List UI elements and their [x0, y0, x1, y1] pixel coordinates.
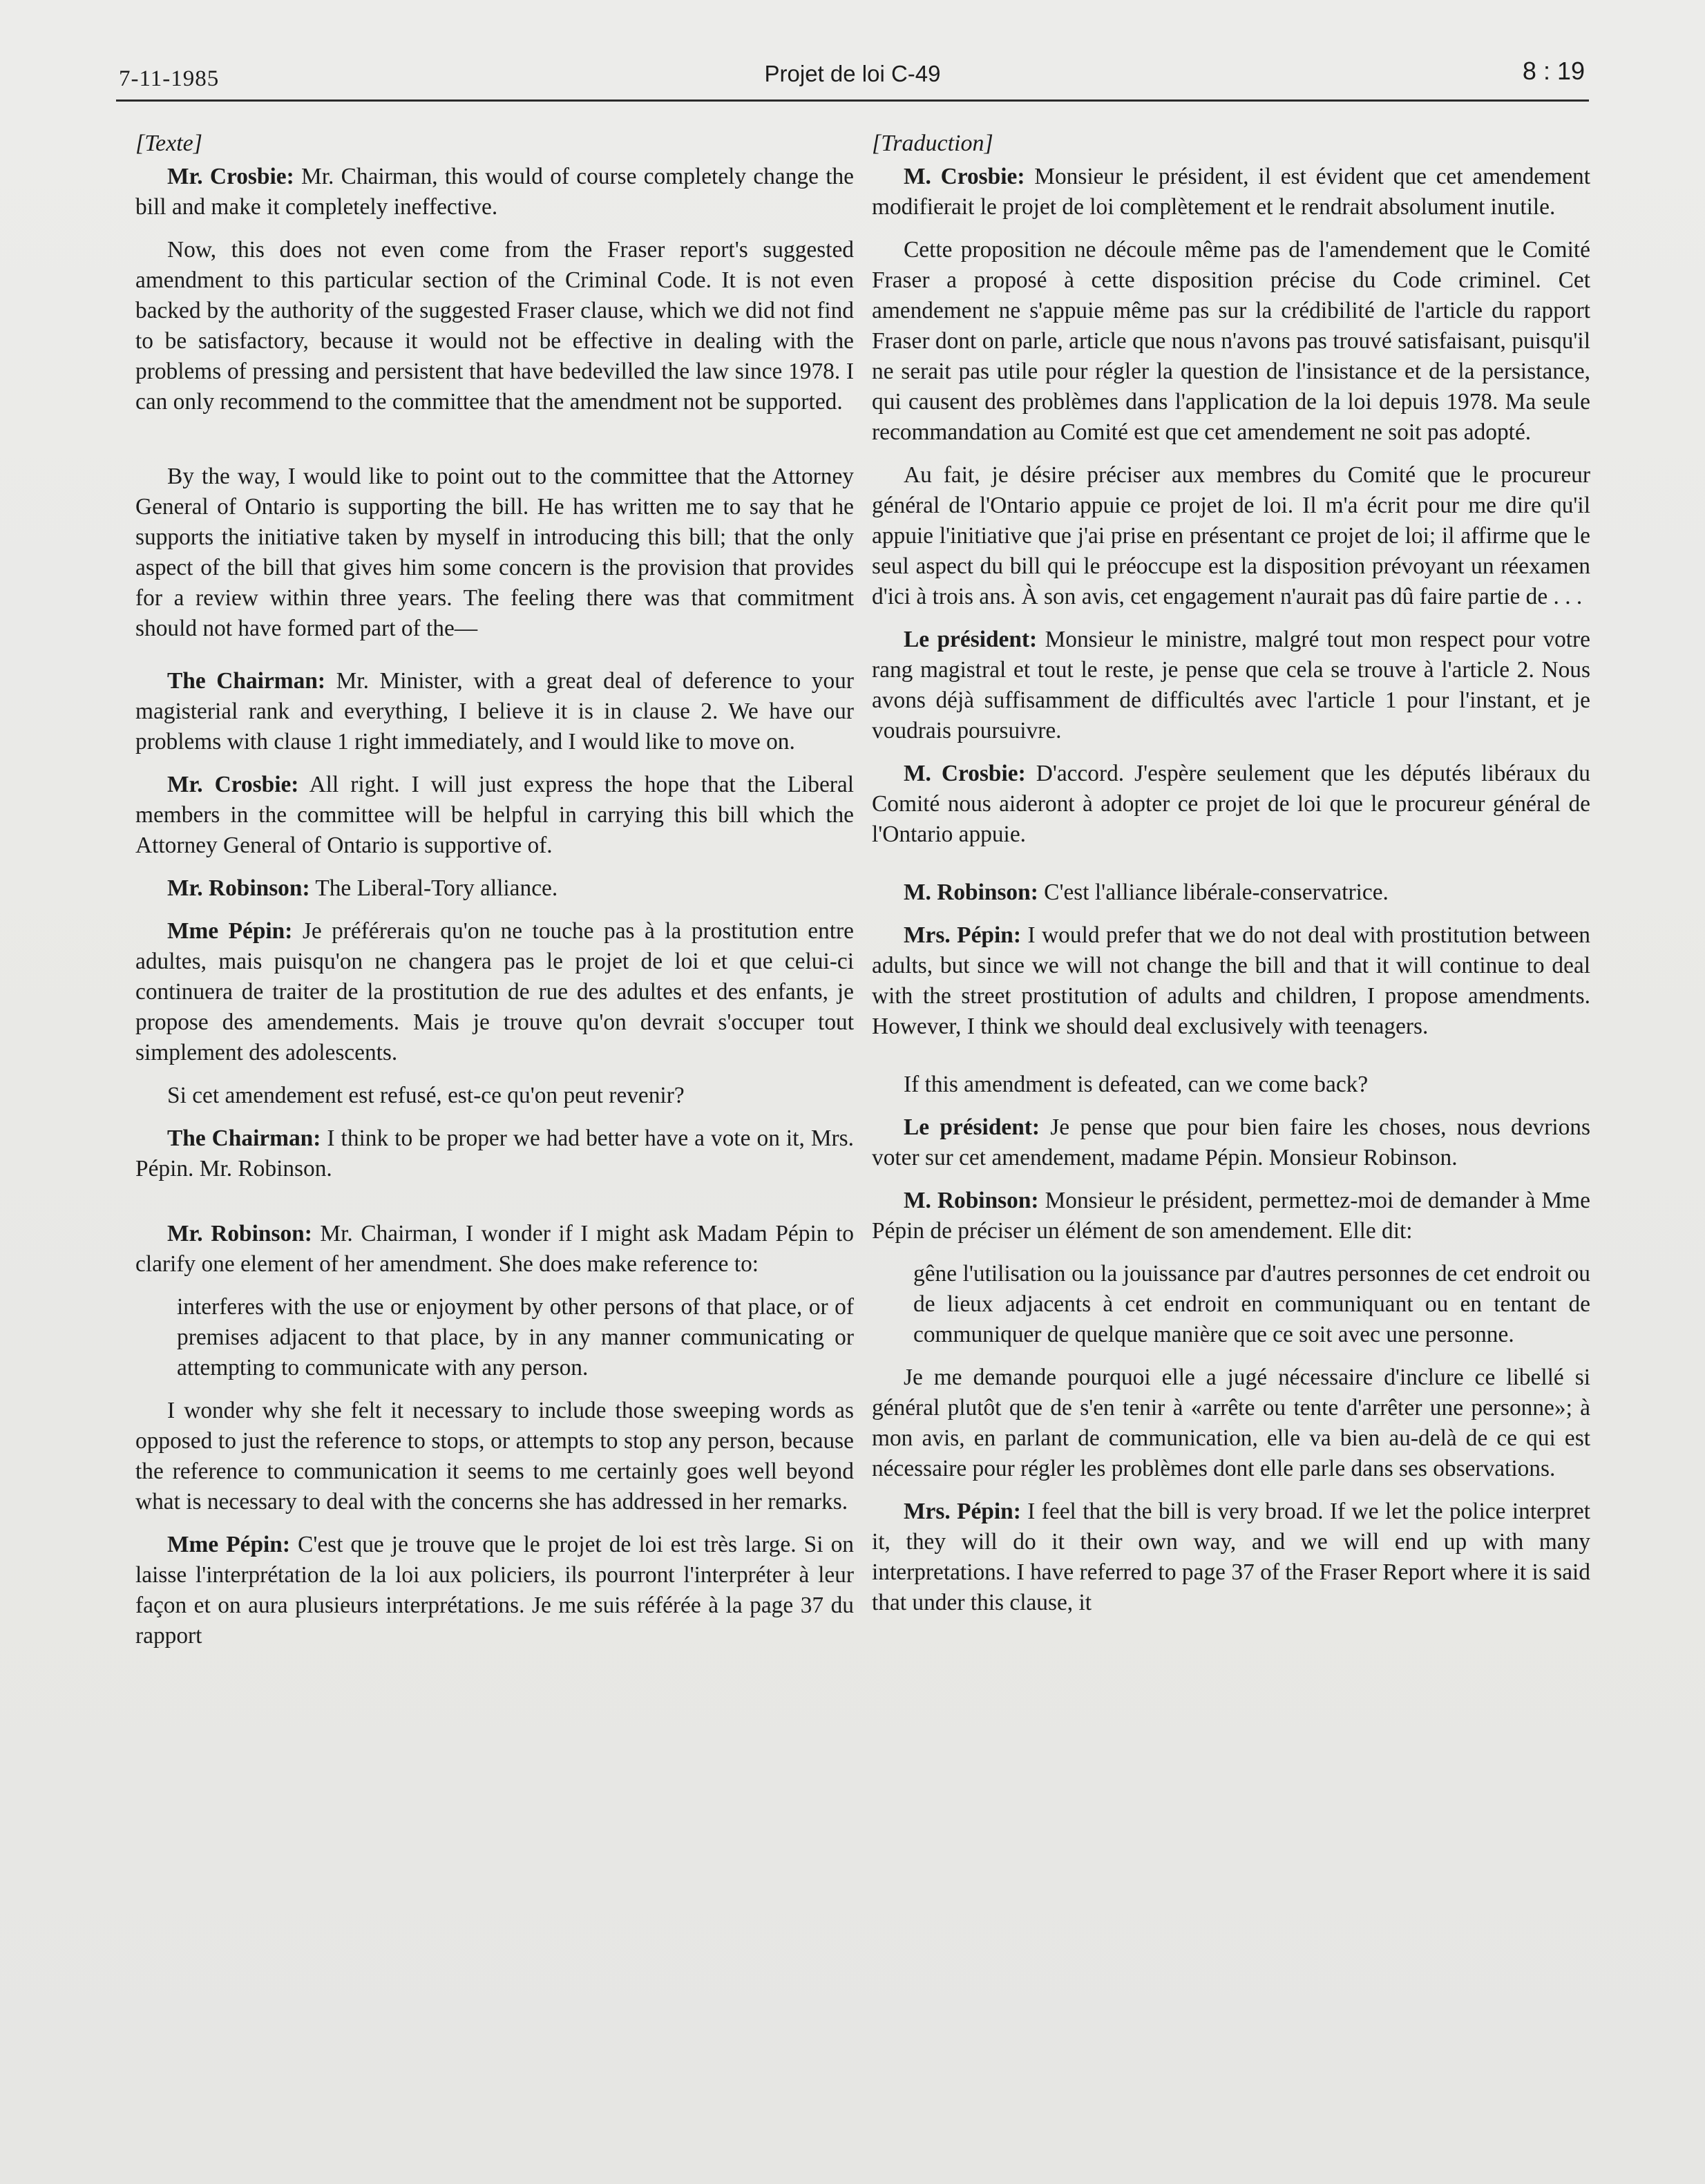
- paragraph: [872, 1362, 1590, 1484]
- speech: If this amendment is defeated, can we come back?: [904, 1072, 1369, 1097]
- speaker: Le président:: [904, 1114, 1040, 1140]
- paragraph: [135, 666, 854, 757]
- paragraph: [872, 1112, 1590, 1173]
- french-column: [872, 129, 1590, 1631]
- paragraph: [135, 1123, 854, 1184]
- speech: D'accord. J'espère seulement que les députés libéraux du Comité nous aideront à adopter ce projet de loi que le procureur général de l'Ontario appuie.: [872, 761, 1590, 847]
- speaker: Mr. Crosbie:: [167, 164, 294, 189]
- speaker: The Chairman:: [167, 1126, 321, 1151]
- speech: All right. I will just express the hope that the Liberal members in the committee will be helpful in carrying this bill which the Attorney General of Ontario is supportive of.: [135, 772, 854, 858]
- speech: Je préférerais qu'on ne touche pas à la prostitution entre adultes, mais puisqu'on ne changera pas le projet de loi et que celui-ci continuera de traiter de la prostitution de rue des adultes et des enfants, je propose des amendements. Mais je trouve qu'on devrait s'occuper tout simplement des adolescents.: [135, 918, 854, 1065]
- speaker: M. Robinson:: [904, 1188, 1039, 1213]
- speaker: Mr. Robinson:: [167, 875, 310, 901]
- language-marker: [Texte]: [135, 131, 202, 156]
- english-column: [135, 129, 854, 1664]
- speech: Si cet amendement est refusé, est-ce qu'on peut revenir?: [167, 1083, 685, 1108]
- paragraph: [135, 873, 854, 904]
- speech: Mr. Chairman, I wonder if I might ask Madam Pépin to clarify one element of her amendment. She does make reference to:: [135, 1221, 854, 1277]
- speech: Monsieur le président, permettez-moi de demander à Mme Pépin de préciser un élément de son amendement. Elle dit:: [872, 1188, 1590, 1244]
- speech: Je pense que pour bien faire les choses, nous devrions voter sur cet amendement, madame Pépin. Monsieur Robinson.: [872, 1114, 1590, 1170]
- paragraph: [872, 162, 1590, 222]
- language-marker: [Traduction]: [872, 131, 993, 156]
- speaker: M. Robinson:: [904, 880, 1038, 905]
- paragraph: [135, 1081, 854, 1111]
- header-title: Projet de loi C-49: [764, 61, 941, 86]
- speaker: M. Crosbie:: [904, 164, 1025, 189]
- paragraph: [872, 235, 1590, 448]
- header-page-number: 8 : 19: [1522, 57, 1585, 85]
- paragraph: [872, 1497, 1590, 1618]
- speech: Monsieur le président, il est évident que cet amendement modifierait le projet de loi complètement et le rendrait absolument inutile.: [872, 164, 1590, 220]
- speech: Mr. Chairman, this would of course completely change the bill and make it completely ineffective.: [135, 164, 854, 220]
- speech: Mr. Minister, with a great deal of deference to your magisterial rank and everything, I believe it is in clause 2. We have our problems with clause 1 right immediately, and I would like to move on.: [135, 668, 854, 754]
- speech: I would prefer that we do not deal with prostitution between adults, but since we will not change the bill and that it will continue to deal with the street prostitution of adults and children, I propose amendments. However, I think we should deal exclusively with teenagers.: [872, 922, 1590, 1039]
- paragraph: [135, 916, 854, 1068]
- speech: I think to be proper we had better have a vote on it, Mrs. Pépin. Mr. Robinson.: [135, 1126, 855, 1181]
- paragraph: [135, 462, 854, 644]
- speech: By the way, I would like to point out to the committee that the Attorney General of Ontario is supporting the bill. He has written me to say that he supports the initiative taken by myself in introducing this bill; that the only aspect of the bill that gives him some concern is the provision that provides for a review within three years. The feeling there was that commitment should not have formed part of the—: [135, 464, 854, 641]
- speech: Monsieur le ministre, malgré tout mon respect pour votre rang magistral et tout le reste, je pense que cela se trouve à l'article 2. Nous avons déjà suffisamment de difficultés avec l'article 1 pour l'instant, et je voudrais poursuivre.: [872, 627, 1590, 743]
- block-quote: [177, 1292, 854, 1383]
- quote-text: gêne l'utilisation ou la jouissance par d'autres personnes de cet endroit ou de lieux adjacents à cet endroit en communiquant ou en tentant de communiquer de quelque manière que ce soit avec une personne.: [913, 1261, 1590, 1347]
- speech: C'est l'alliance libérale-conservatrice.: [1038, 880, 1389, 905]
- header-date: 7-11-1985: [119, 66, 220, 91]
- speaker: Mrs. Pépin:: [904, 1499, 1021, 1524]
- speech: C'est que je trouve que le projet de loi est très large. Si on laisse l'interprétation de la loi aux policiers, ils pourront l'interpréter à leur façon et on aura plusieurs interprétations. Je me suis référée à la page 37 du rapport: [135, 1532, 854, 1649]
- paragraph: [135, 1396, 854, 1517]
- speaker: M. Crosbie:: [904, 761, 1026, 786]
- paragraph: [872, 460, 1590, 612]
- speaker: Mrs. Pépin:: [904, 922, 1021, 948]
- paragraph: [135, 162, 854, 222]
- speech: I wonder why she felt it necessary to include those sweeping words as opposed to just the reference to stops, or attempts to stop any person, because the reference to communication it seems to me certainly goes well beyond what is necessary to deal with the concerns she has addressed in her remarks.: [135, 1398, 854, 1514]
- paragraph: [135, 770, 854, 861]
- paragraph: [872, 877, 1590, 908]
- paragraph: [872, 625, 1590, 746]
- speaker: Mr. Crosbie:: [167, 772, 299, 797]
- speech: Cette proposition ne découle même pas de l'amendement que le Comité Fraser a proposé à cette disposition précise du Code criminel. Cet amendement ne s'appuie même pas sur la crédibilité de l'article du rapport Fraser dont on parle, article que nous n'avons pas trouvé satisfaisant, puisqu'il ne serait pas utile pour régler la question de l'insistance et de la persistance, qui causent des problèmes dans l'application de la loi depuis 1978. Ma seule recommandation au Comité est que cet amendement ne soit pas adopté.: [872, 237, 1590, 445]
- page-header: [116, 57, 1589, 102]
- paragraph: [135, 1530, 854, 1651]
- speech: The Liberal-Tory alliance.: [309, 875, 558, 901]
- block-quote: [913, 1259, 1590, 1350]
- paragraph: [135, 235, 854, 417]
- speaker: Mme Pépin:: [167, 1532, 290, 1557]
- paragraph: [872, 759, 1590, 850]
- speech: Je me demande pourquoi elle a jugé nécessaire d'inclure ce libellé si général plutôt que de s'en tenir à «arrête ou tente d'arrêter une personne»; à mon avis, en parlant de communication, elle va bien au-delà de ce qui est nécessaire pour régler les problèmes dont elle parle dans ses observations.: [872, 1365, 1590, 1481]
- speaker: The Chairman:: [167, 668, 325, 694]
- paragraph: [135, 1219, 854, 1280]
- paragraph: [872, 1186, 1590, 1246]
- quote-text: interferes with the use or enjoyment by other persons of that place, or of premises adjacent to that place, by in any manner communicating or attempting to communicate with any person.: [177, 1294, 854, 1380]
- speaker: Mr. Robinson:: [167, 1221, 312, 1246]
- speech: Now, this does not even come from the Fraser report's suggested amendment to this particular section of the Criminal Code. It is not even backed by the authority of the suggested Fraser clause, which we did not find to be satisfactory, because it would not be effective in dealing with the problems of pressing and persistent that have bedevilled the law since 1978. I can only recommend to the committee that the amendment not be supported.: [135, 237, 854, 415]
- paragraph: [872, 920, 1590, 1042]
- speech: Au fait, je désire préciser aux membres du Comité que le procureur général de l'Ontario appuie ce projet de loi. Il m'a écrit pour me dire qu'il appuie l'initiative que j'ai prise en présentant ce projet de loi; il affirme que le seul aspect du bill qui le préoccupe est la disposition prévoyant un réexamen d'ici à trois ans. À son avis, cet engagement n'aurait pas dû faire partie de . . .: [872, 462, 1590, 609]
- speaker: Mme Pépin:: [167, 918, 293, 944]
- speech: I feel that the bill is very broad. If we let the police interpret it, they will do it their own way, and we will end up with many interpretations. I have referred to page 37 of the Fraser Report where it is said that under this clause, it: [872, 1499, 1591, 1615]
- speaker: Le président:: [904, 627, 1038, 652]
- paragraph: [872, 1070, 1590, 1100]
